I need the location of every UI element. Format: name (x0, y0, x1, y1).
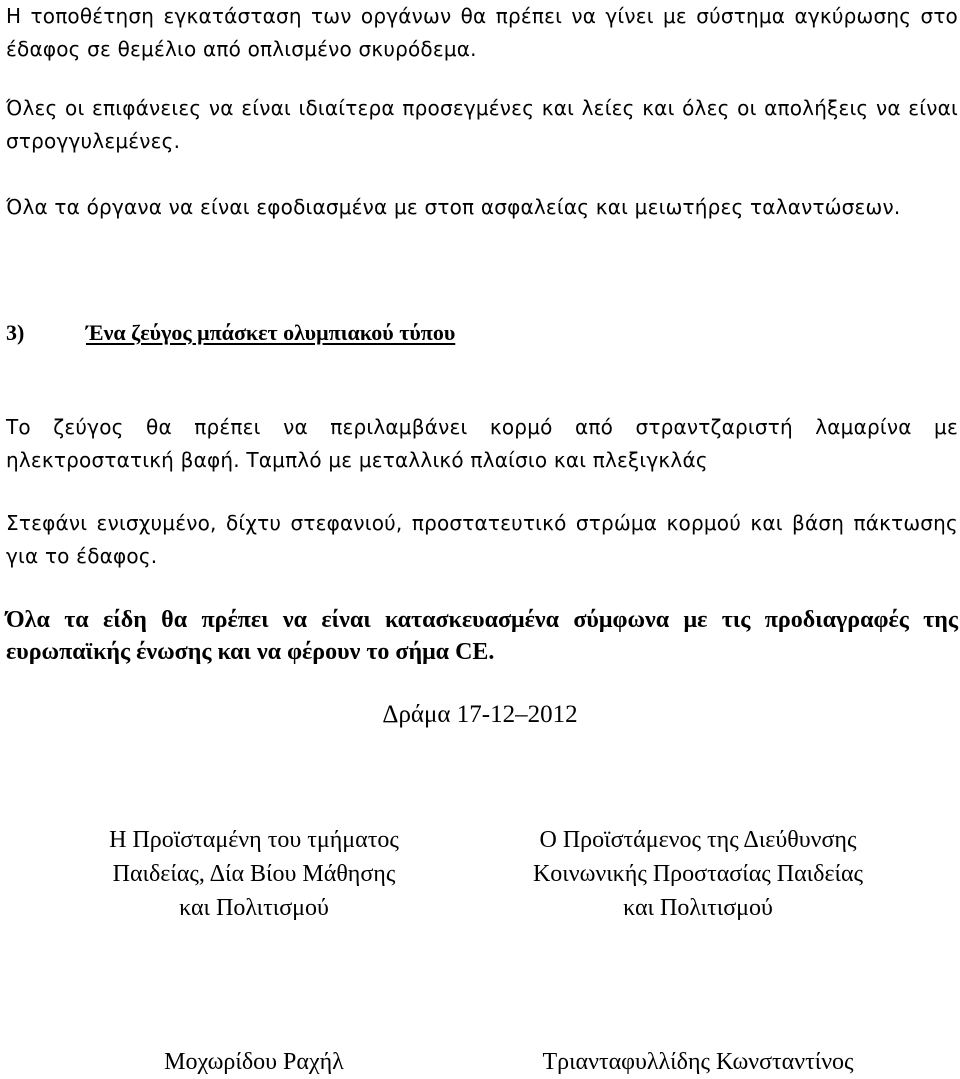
paragraph-rim-net: Στεφάνι ενισχυμένο, δίχτυ στεφανιού, προστατευτικό στρώμα κορμού και βάση πάκτωσης για το έδαφος. (6, 511, 958, 568)
ce-compliance-note: Όλα τα είδη θα πρέπει να είναι κατασκευασμένα σύμφωνα με τις προδιαγραφές της ευρωπαϊκής ένωσης και να φέρουν το σήμα CE. (6, 607, 958, 665)
signature-title-left (34, 823, 474, 925)
signature-left-line1: Η Προϊσταμένη του τμήματος (109, 827, 399, 853)
signatory-name-right: Τριανταφυλλίδης Κωνσταντίνος (542, 1049, 854, 1075)
signature-right-line2: Κοινωνικής Προστασίας Παιδείας (532, 861, 864, 887)
signature-title-right (478, 823, 918, 925)
signature-left-line2: Παιδείας, Δία Βίου Μάθησης (112, 861, 396, 887)
signature-right-line1: Ο Προϊστάμενος της Διεύθυνσης (539, 827, 857, 853)
paragraph-safety-stops: Όλα τα όργανα να είναι εφοδιασμένα με στοπ ασφαλείας και μειωτήρες ταλαντώσεων. (6, 195, 901, 219)
section-heading (6, 318, 455, 348)
paragraph-surfaces: Όλες οι επιφάνειες να είναι ιδιαίτερα προσεγμένες και λείες και όλες οι απολήξεις να είναι στρογγυλεμένες. (6, 96, 958, 153)
paragraph-anchoring: Η τοποθέτηση εγκατάσταση των οργάνων θα πρέπει να γίνει με σύστημα αγκύρωσης στο έδαφος σε θεμέλιο από οπλισμένο σκυρόδεμα. (6, 4, 958, 61)
signature-right-line3: και Πολιτισμού (623, 895, 773, 921)
section-title: Ένα ζεύγος μπάσκετ ολυμπιακού τύπου (86, 320, 456, 345)
signatory-name-left: Μοχωρίδου Ραχήλ (164, 1049, 344, 1075)
section-number: 3) (6, 320, 25, 345)
date-line: Δράμα 17-12–2012 (382, 701, 578, 728)
paragraph-basket-frame: Το ζεύγος θα πρέπει να περιλαμβάνει κορμό από στραντζαριστή λαμαρίνα με ηλεκτροστατική βαφή. Ταμπλό με μεταλλικό πλαίσιο και πλεξιγκλάς (6, 415, 958, 472)
signature-left-line3: και Πολιτισμού (179, 895, 329, 921)
